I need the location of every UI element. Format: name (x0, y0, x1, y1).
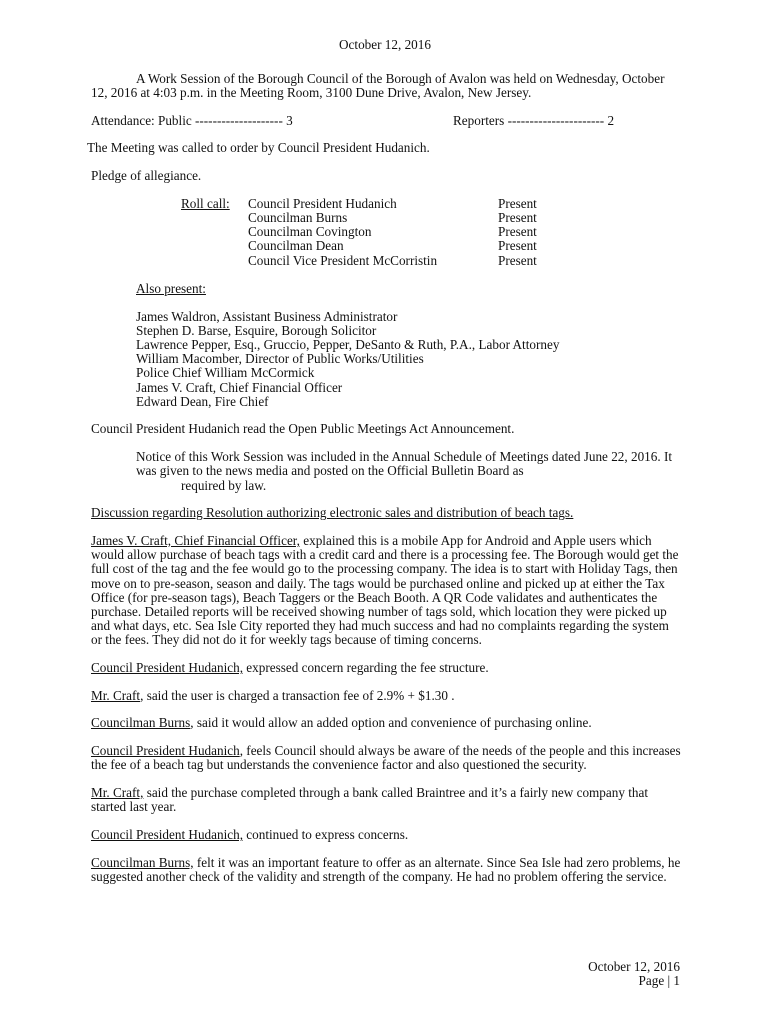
attendance-public: Attendance: Public -------------------- 3 (91, 112, 293, 128)
called-to-order: The Meeting was called to order by Council President Hudanich. (87, 140, 430, 156)
speaker-text: , said it would allow an added option and convenience of purchasing online. (190, 715, 592, 731)
also-present-name: Edward Dean, Fire Chief (136, 393, 269, 409)
speaker-name: Councilman Burns (91, 715, 191, 731)
roll-call-status: Present (498, 252, 537, 268)
speaker-text: , feels Council should always be aware of the needs of the people and this increases the fee of a beach tag but understands the convenience factor and also questioned the security. (91, 743, 681, 773)
roll-call-status: Present (498, 224, 537, 240)
also-present (136, 282, 681, 409)
footer-date: October 12, 2016 (588, 959, 680, 974)
roll-call-name: Council Vice President McCorristin (248, 252, 438, 268)
discussion-paragraph (91, 786, 681, 814)
also-present-name: James V. Craft, Chief Financial Officer (136, 379, 343, 395)
speaker-text: continued to express concerns. (243, 827, 409, 842)
attendance-reporters: Reporters ---------------------- 2 (453, 112, 615, 128)
notice-paragraph (136, 450, 681, 493)
roll-call-status: Present (498, 195, 537, 211)
speaker-text: explained this is a mobile App for Android and Apple users which would allow purchase of beach tags with a credit card and there is a processing fee. The Borough would get the full cost of the tag and the fee would go to the processing company. The idea is to start with Holiday Tags, then move on to pre-season, season and daily. The tags would be purchased online and picked up at either the Tax Office (for pre-season tags), Beach Taggers or the Beach Booth. A QR Code validates and authenticates the purchase. Detailed reports will be received showing number of tags sold, which location they were picked up and what days, etc. Sea Isle City reported they had much success and had no complaints regarding the system or the fees. They did not do it for weekly tags because of timing concerns. (91, 532, 679, 648)
roll-call-name: Councilman Burns (248, 210, 348, 225)
speaker-name: Mr. Craft, (91, 785, 144, 801)
roll-call-name: Councilman Covington (248, 224, 372, 240)
also-present-name: Police Chief William McCormick (136, 365, 315, 381)
header-date: October 12, 2016 (339, 37, 431, 52)
discussion-paragraph (91, 689, 681, 703)
speaker-name: Council President Hudanich (91, 743, 240, 759)
discussion-heading: Discussion regarding Resolution authorizing electronic sales and distribution of beach tags. (91, 505, 574, 521)
speaker-name: Council President Hudanich, (91, 827, 243, 842)
roll-call-names (248, 197, 437, 268)
intro-paragraph: A Work Session of the Borough Council of the Borough of Avalon was held on Wednesday, October 12, 2016 at 4:03 p.m. in the Meeting Room, 3100 Dune Drive, Avalon, New Jersey. (91, 71, 665, 101)
page-footer (588, 960, 680, 988)
notice-text-end: required by law. (181, 477, 267, 493)
discussion-paragraph (91, 856, 681, 884)
notice-text: Notice of this Work Session was included in the Annual Schedule of Meetings dated June 22, 2016. It was given to the news media and posted on the Official Bulletin Board as (136, 449, 672, 479)
roll-call-name: Council President Hudanich (248, 195, 397, 211)
speaker-text: felt it was an important feature to offer as an alternate. Since Sea Isle had zero problems, he suggested another check of the validity and strength of the company. He had no problem offering the service. (91, 854, 681, 884)
speaker-text: expressed concern regarding the fee structure. (243, 660, 489, 676)
speaker-name: Mr. Craft (91, 687, 141, 703)
speaker-name: James V. Craft, Chief Financial Officer, (91, 532, 300, 548)
opma-announcement: Council President Hudanich read the Open Public Meetings Act Announcement. (91, 421, 515, 437)
attendance-line (91, 114, 681, 128)
speaker-name: Council President Hudanich, (91, 660, 243, 676)
discussion-paragraph (91, 744, 681, 772)
discussion-paragraph (91, 661, 681, 675)
roll-call-label: Roll call: (181, 195, 230, 211)
roll-call-name: Councilman Dean (248, 238, 344, 254)
speaker-text: said the purchase completed through a bank called Braintree and it’s a fairly new company that started last year. (91, 785, 648, 815)
roll-call (181, 197, 681, 268)
roll-call-status: Present (498, 238, 537, 254)
also-present-name: Lawrence Pepper, Esq., Gruccio, Pepper, DeSanto & Ruth, P.A., Labor Attorney (136, 336, 560, 352)
discussion-paragraph (91, 828, 681, 842)
discussion-paragraph (91, 534, 681, 648)
page-number: Page | 1 (638, 973, 680, 989)
roll-call-status: Present (498, 210, 537, 225)
pledge: Pledge of allegiance. (91, 168, 202, 184)
also-present-name: Stephen D. Barse, Esquire, Borough Solicitor (136, 322, 377, 338)
speaker-name: Councilman Burns, (91, 854, 194, 870)
also-present-name: James Waldron, Assistant Business Administrator (136, 308, 398, 324)
roll-call-statuses (498, 197, 537, 268)
also-present-label: Also present: (136, 280, 206, 296)
document-body (87, 71, 681, 898)
also-present-name: William Macomber, Director of Public Works/Utilities (136, 351, 424, 367)
speaker-text: , said the user is charged a transaction fee of 2.9% + $1.30 . (140, 687, 455, 703)
discussion-paragraph (91, 716, 681, 730)
